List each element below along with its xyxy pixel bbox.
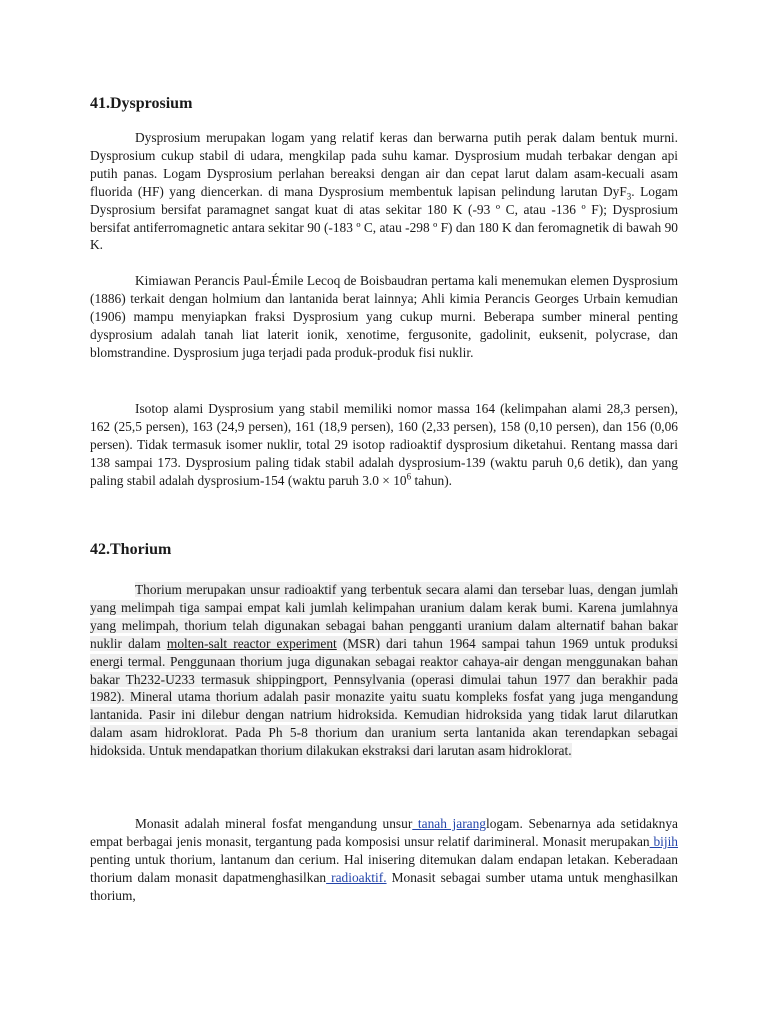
dysprosium-p3-superscript: 6: [406, 471, 412, 482]
dysprosium-p3-text-b: tahun).: [411, 472, 453, 488]
dysprosium-p1-text-a: Dysprosium merupakan logam yang relatif keras dan berwarna putih perak dalam bentuk murni. Dysprosium cukup stabil di udara, mengkilap pada suhu kamar. Dysprosium mudah terbakar dengan api putih panas. Logam Dysprosium perlahan bereaksi dengan air dan cepat larut dalam asam-kecuali asam fluorida (HF) yang diencerkan. di mana Dysprosium membentuk lapisan pelindung larutan DyF: [90, 130, 678, 199]
dysprosium-paragraph-3: [90, 400, 678, 490]
thorium-p2-text-a: Monasit adalah mineral fosfat mengandung unsur: [135, 816, 413, 831]
radioaktif-link[interactable]: radioaktif.: [326, 869, 387, 885]
thorium-paragraph-2: [90, 815, 678, 905]
thorium-p1-text-b: (MSR) dari tahun 1964 sampai tahun 1969 untuk produksi energi termal. Penggunaan thorium juga digunakan sebagai reaktor cahaya-air dengan menggunakan bahan bakar Th232-U233 termasuk shippingport, Pennsylvania (operasi dimulai tahun 1977 dan berakhir pada 1982). Mineral utama thorium adalah pasir monazite yaitu suatu kompleks fosfat yang juga mengandung lantanida. Pasir ini dilebur dengan natrium hidroksida. Kemudian hidroksida yang tidak larut dilarutkan dalam asam hidroklorat. Pada Ph 5-8 thorium dan uranium serta lantanida akan terendapkan sebagai hidoksida. Untuk mendapatkan thorium dilakukan ekstraksi dari larutan asam hidroklorat.: [90, 635, 678, 759]
section-heading-thorium: 42.Thorium: [90, 541, 172, 558]
dysprosium-paragraph-2: Kimiawan Perancis Paul-Émile Lecoq de Boisbaudran pertama kali menemukan elemen Dysprosium (1886) terkait dengan holmium dan lantanida berat lainnya; Ahli kimia Perancis Georges Urbain kemudian (1906) mampu menyiapkan fraksi Dysprosium yang cukup murni. Beberapa sumber mineral penting dysprosium adalah tanah liat laterit ionik, xenotime, fergusonite, gadolinit, euksenit, polycrase, dan blomstrandine. Dysprosium juga terjadi pada produk-produk fisi nuklir.: [90, 273, 678, 360]
thorium-p1-text-a: Thorium merupakan unsur radioaktif yang terbentuk secara alami dan tersebar luas, dengan jumlah yang melimpah tiga sampai empat kali jumlah kelimpahan uranium dalam kerak bumi. Karena jumlahnya yang melimpah, thorium telah digunakan sebagai bahan pengganti uranium dalam alternatif bahan bakar nuklir dalam: [90, 582, 678, 651]
msr-link[interactable]: molten-salt reactor experiment: [166, 635, 337, 651]
thorium-p2-text-b: logam. Sebenarnya ada setidaknya empat berbagai jenis monasit, tergantung pada komposisi unsur relatif darimineral. Monasit merupakan: [90, 816, 679, 849]
thorium-paragraph-1: [90, 581, 678, 760]
dysprosium-p1-subscript: 3: [626, 191, 632, 202]
thorium-p2-text-c: penting untuk thorium, lantanum dan cerium. Hal inisering ditemukan dalam endapan letakan. Keberadaan thorium dalam monasit dapatmenghasilkan: [90, 851, 678, 885]
bijih-link[interactable]: bijih: [649, 833, 678, 849]
section-heading-dysprosium: 41.Dysprosium: [90, 95, 193, 112]
dysprosium-p3-text-a: Isotop alami Dysprosium yang stabil memiliki nomor massa 164 (kelimpahan alami 28,3 persen), 162 (25,5 persen), 163 (24,9 persen), 161 (18,9 persen), 160 (2,33 persen), 158 (0,10 persen), dan 156 (0,06 persen). Tidak termasuk isomer nuklir, total 29 isotop radioaktif dysprosium diketahui. Rentang massa dari 138 sampai 173. Dysprosium paling tidak stabil adalah dysprosium-139 (waktu paruh 0,6 detik), dan yang paling stabil adalah dysprosium-154 (waktu paruh 3.0 × 10: [90, 401, 678, 488]
tanah-jarang-link[interactable]: tanah jarang: [412, 816, 486, 831]
dysprosium-paragraph-1: [90, 129, 678, 254]
dysprosium-p1-text-b: . Logam Dysprosium bersifat paramagnet sangat kuat di atas sekitar 180 K (-93 º C, atau -136 º F); Dysprosium bersifat antiferromagnetic antara sekitar 90 (-183 º C, atau -298 º F) dan 180 K dan feromagnetik di bawah 90 K.: [90, 183, 678, 253]
thorium-p2-text-d: Monasit sebagai sumber utama untuk menghasilkan thorium,: [90, 869, 679, 903]
